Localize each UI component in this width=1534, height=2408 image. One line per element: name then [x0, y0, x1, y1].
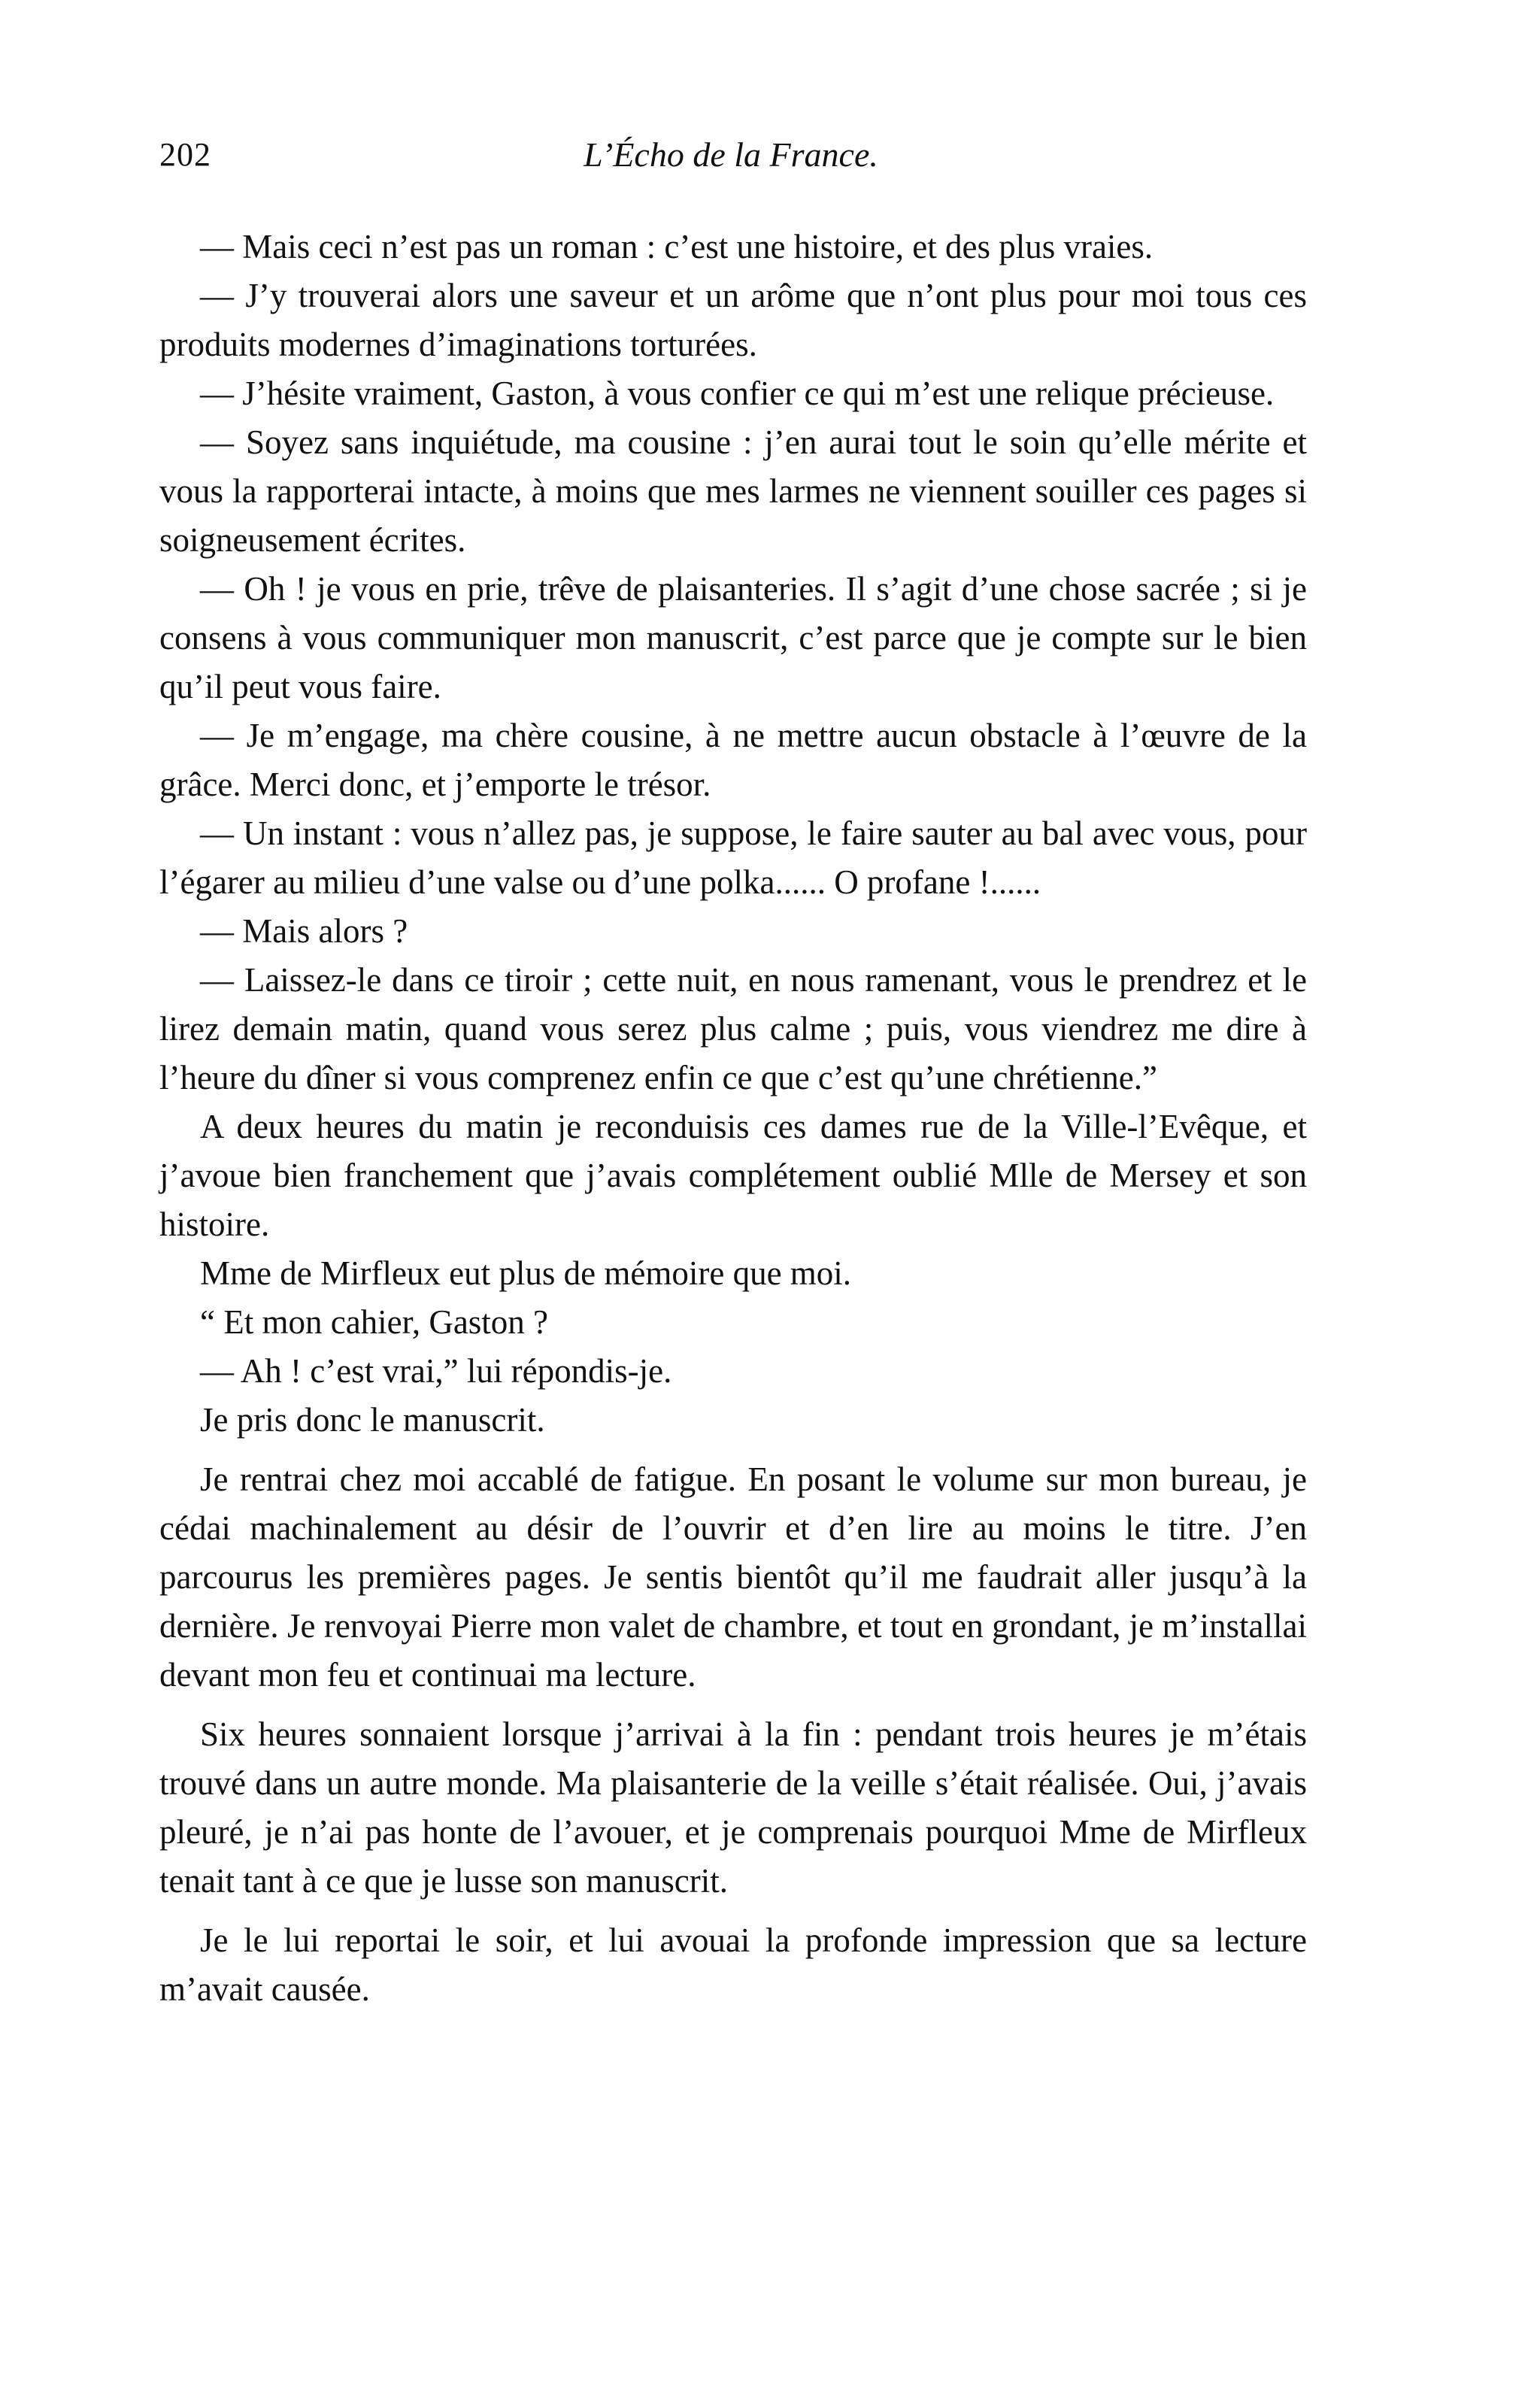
paragraph: “ Et mon cahier, Gaston ? [200, 1303, 549, 1341]
paragraph: A deux heures du matin je reconduisis ces dames rue de la Ville-l’Evêque, et j’avoue bien franchement que j’avais complétement oublié Mlle de Mersey et son histoire. [159, 1108, 1307, 1243]
paragraph: — J’hésite vraiment, Gaston, à vous confier ce qui m’est une relique précieuse. [200, 375, 1275, 412]
paragraph: — Un instant : vous n’allez pas, je suppose, le faire sauter au bal avec vous, pour l’égarer au milieu d’une valse ou d’une polka...... O profane !...... [159, 814, 1307, 901]
page-header [159, 132, 1280, 185]
page-body [159, 223, 1307, 2014]
paragraph: Je le lui reportai le soir, et lui avouai la profonde impression que sa lecture m’avait causée. [159, 1921, 1307, 2008]
paragraph: — Mais ceci n’est pas un roman : c’est une histoire, et des plus vraies. [200, 228, 1154, 265]
paragraph: — Soyez sans inquiétude, ma cousine : j’en aurai tout le soin qu’elle mérite et vous la rapporterai intacte, à moins que mes larmes ne viennent souiller ces pages si soigneusement écrites. [159, 423, 1307, 559]
paragraph: — Je m’engage, ma chère cousine, à ne mettre aucun obstacle à l’œuvre de la grâce. Merci donc, et j’emporte le trésor. [159, 717, 1307, 803]
running-title: L’Écho de la France. [584, 135, 878, 174]
paragraph: Je rentrai chez moi accablé de fatigue. En posant le volume sur mon bureau, je cédai machinalement au désir de l’ouvrir et d’en lire au moins le titre. J’en parcourus les premières pages. Je sentis bientôt qu’il me faudrait aller jusqu’à la dernière. Je renvoyai Pierre mon valet de chambre, et tout en grondant, je m’installai devant mon feu et continuai ma lecture. [159, 1460, 1307, 1694]
paragraph: Six heures sonnaient lorsque j’arrivai à la fin : pendant trois heures je m’étais trouvé dans un autre monde. Ma plaisanterie de la veille s’était réalisée. Oui, j’avais pleuré, je n’ai pas honte de l’avouer, et je comprenais pourquoi Mme de Mirfleux tenait tant à ce que je lusse son manuscrit. [159, 1715, 1307, 1900]
paragraph: — J’y trouverai alors une saveur et un arôme que n’ont plus pour moi tous ces produits modernes d’imaginations torturées. [159, 277, 1307, 363]
paragraph: Je pris donc le manuscrit. [200, 1401, 545, 1439]
paragraph: — Oh ! je vous en prie, trêve de plaisanteries. Il s’agit d’une chose sacrée ; si je consens à vous communiquer mon manuscrit, c’est parce que je compte sur le bien qu’il peut vous faire. [159, 570, 1307, 705]
page-number: 202 [159, 136, 211, 173]
paragraph: — Ah ! c’est vrai,” lui répondis-je. [200, 1352, 672, 1390]
paragraph: — Laissez-le dans ce tiroir ; cette nuit, en nous ramenant, vous le prendrez et le lirez demain matin, quand vous serez plus calme ; puis, vous viendrez me dire à l’heure du dîner si vous comprenez enfin ce que c’est qu’une chrétienne.” [159, 961, 1307, 1096]
paragraph: Mme de Mirfleux eut plus de mémoire que moi. [200, 1254, 852, 1292]
paragraph: — Mais alors ? [200, 912, 408, 950]
